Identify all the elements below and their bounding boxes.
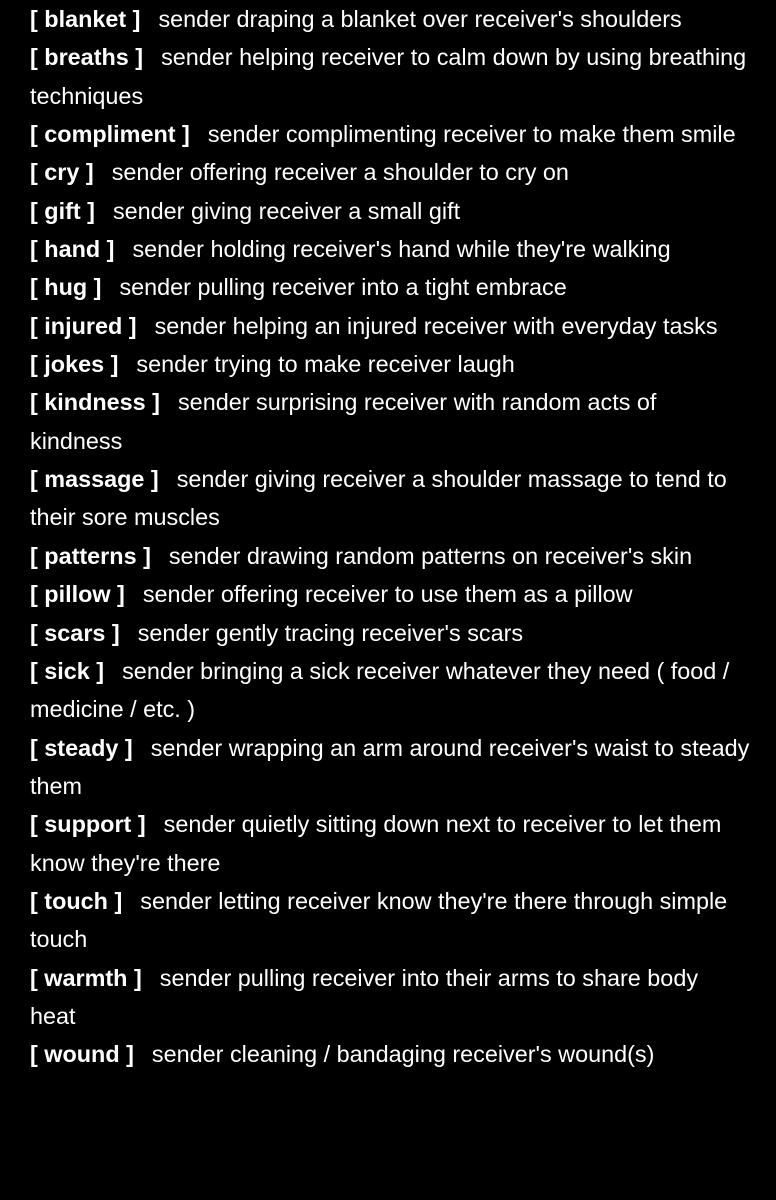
list-item	[30, 115, 750, 153]
entry-tag: [ injured ]	[30, 312, 137, 339]
entry-tag: [ warmth ]	[30, 964, 142, 991]
entry-description: sender holding receiver's hand while they're walking	[132, 236, 671, 263]
list-item	[30, 1035, 750, 1073]
entry-description: sender pulling receiver into their arms to share body heat	[30, 964, 699, 1029]
list-item	[30, 575, 750, 613]
prompt-list	[30, 0, 750, 1074]
list-item	[30, 268, 750, 306]
entry-tag: [ pillow ]	[30, 581, 125, 608]
entry-tag: [ massage ]	[30, 466, 159, 493]
entry-tag: [ steady ]	[30, 734, 133, 761]
entry-tag: [ hand ]	[30, 236, 115, 263]
entry-tag: [ compliment ]	[30, 121, 190, 148]
entry-tag: [ gift ]	[30, 197, 95, 224]
list-item	[30, 805, 750, 882]
entry-description: sender giving receiver a small gift	[112, 197, 461, 224]
entry-tag: [ scars ]	[30, 619, 120, 646]
list-item	[30, 383, 750, 460]
list-item	[30, 38, 750, 115]
entry-tag: [ wound ]	[30, 1041, 134, 1068]
entry-description: sender pulling receiver into a tight embrace	[119, 274, 567, 301]
entry-tag: [ sick ]	[30, 657, 105, 684]
entry-description: sender offering receiver a shoulder to cry on	[111, 159, 569, 186]
entry-description: sender wrapping an arm around receiver's waist to steady them	[30, 734, 750, 799]
entry-tag: [ blanket ]	[30, 6, 141, 32]
entry-description: sender surprising receiver with random acts of kindness	[30, 389, 657, 454]
entry-description: sender complimenting receiver to make them smile	[207, 121, 736, 148]
entry-tag: [ patterns ]	[30, 542, 151, 569]
entry-description: sender giving receiver a shoulder massage to tend to their sore muscles	[30, 466, 727, 531]
entry-tag: [ hug ]	[30, 274, 102, 301]
list-item	[30, 882, 750, 959]
list-item	[30, 729, 750, 806]
entry-description: sender drawing random patterns on receiver's skin	[168, 542, 693, 569]
entry-description: sender helping an injured receiver with everyday tasks	[154, 312, 718, 339]
list-item	[30, 537, 750, 575]
list-item	[30, 153, 750, 191]
list-item	[30, 959, 750, 1036]
list-item	[30, 0, 750, 38]
list-item	[30, 460, 750, 537]
list-item	[30, 652, 750, 729]
entry-tag: [ cry ]	[30, 159, 94, 186]
entry-description: sender bringing a sick receiver whatever they need ( food / medicine / etc. )	[30, 657, 730, 723]
entry-tag: [ jokes ]	[30, 351, 119, 378]
list-item	[30, 345, 750, 383]
entry-description: sender quietly sitting down next to receiver to let them know they're there	[30, 811, 722, 876]
entry-description: sender cleaning / bandaging receiver's wound(s)	[151, 1041, 655, 1068]
list-item	[30, 230, 750, 268]
entry-description: sender letting receiver know they're there through simple touch	[30, 887, 728, 953]
entry-description: sender offering receiver to use them as a pillow	[142, 581, 633, 608]
list-item	[30, 192, 750, 230]
entry-tag: [ support ]	[30, 811, 146, 838]
entry-description: sender helping receiver to calm down by using breathing techniques	[30, 44, 747, 109]
entry-description: sender gently tracing receiver's scars	[137, 619, 524, 646]
list-item	[30, 307, 750, 345]
entry-description: sender trying to make receiver laugh	[136, 351, 515, 378]
entry-tag: [ touch ]	[30, 887, 123, 914]
entry-tag: [ breaths ]	[30, 44, 144, 71]
entry-tag: [ kindness ]	[30, 389, 160, 416]
entry-description: sender draping a blanket over receiver's shoulders	[158, 6, 682, 32]
list-item	[30, 614, 750, 652]
